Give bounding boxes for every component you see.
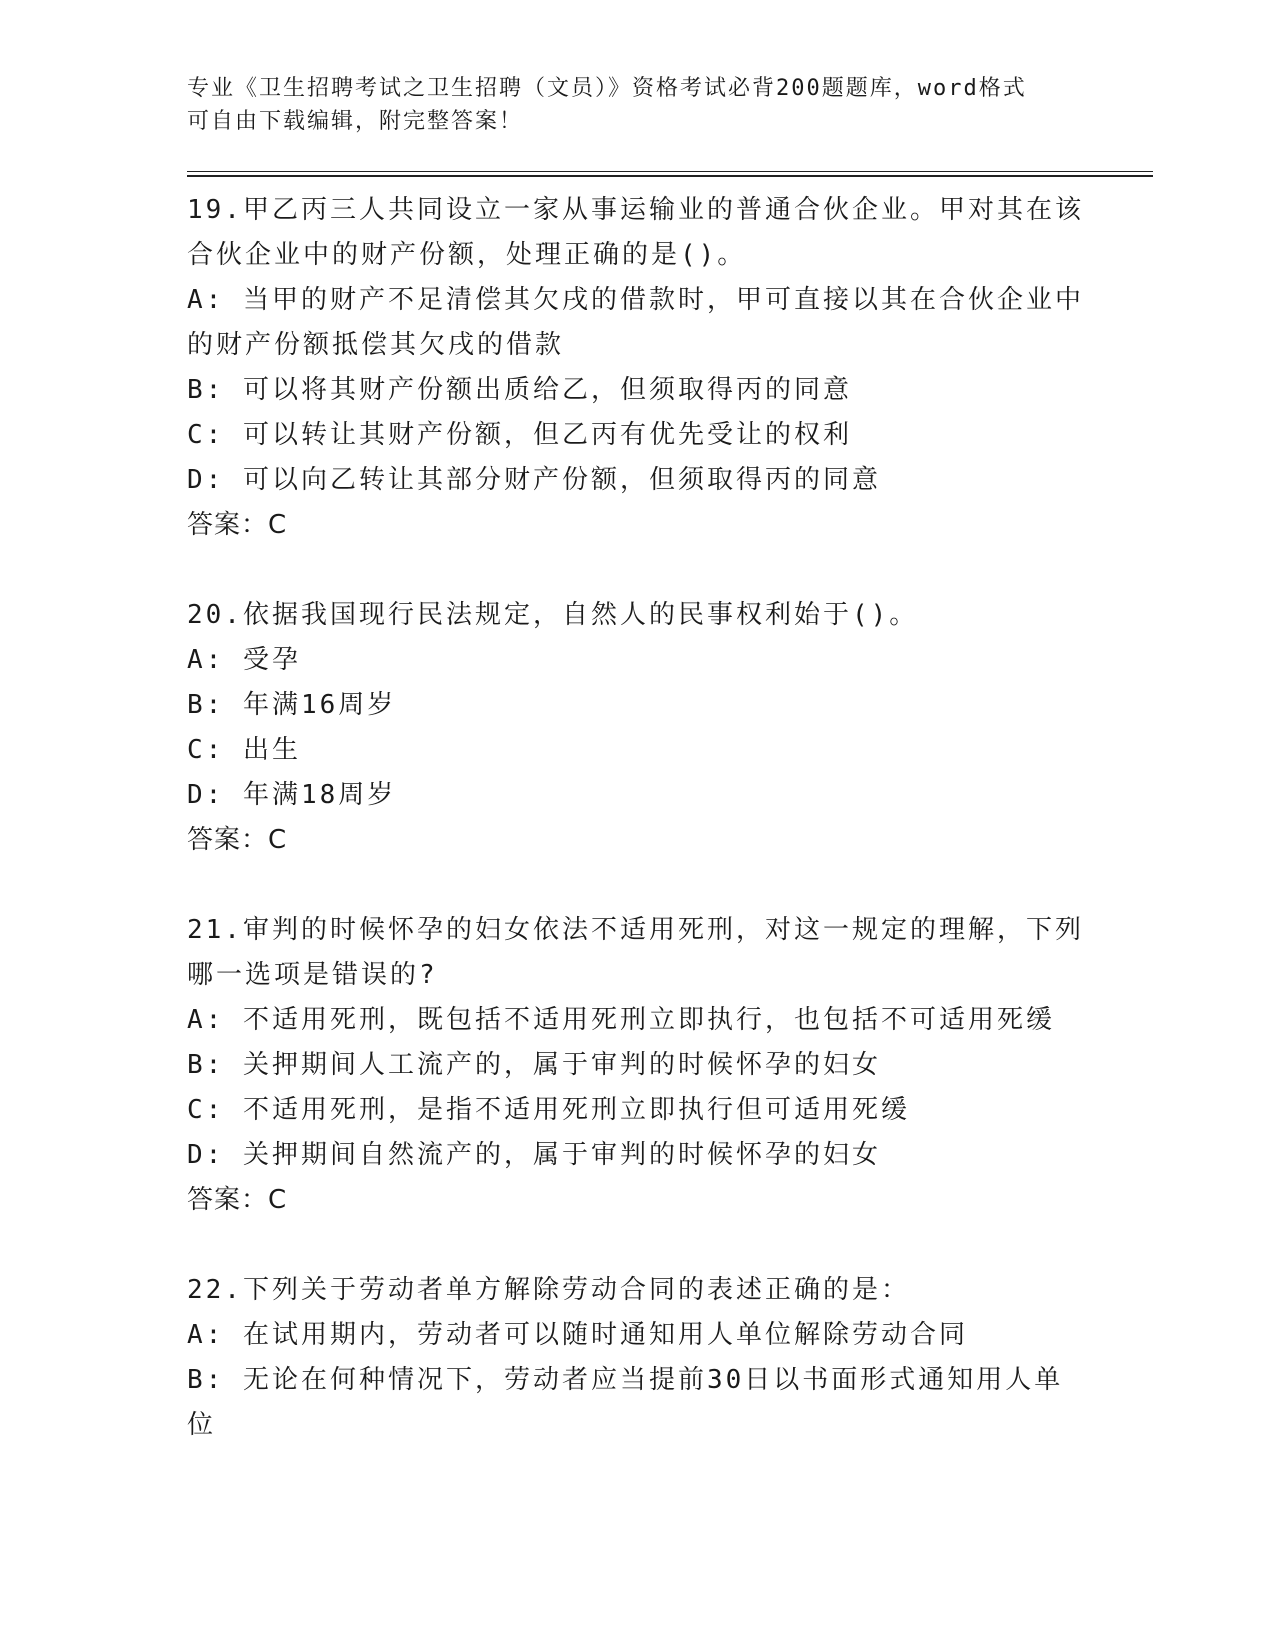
question-gap <box>187 548 1087 593</box>
question-stem-line: 22.下列关于劳动者单方解除劳动合同的表述正确的是： <box>187 1275 910 1305</box>
option-line: A: 不适用死刑，既包括不适用死刑立即执行，也包括不可适用死缓 <box>187 1005 1055 1035</box>
question-stem-line: 合伙企业中的财产份额，处理正确的是()。 <box>187 240 747 270</box>
header-line-1: 专业《卫生招聘考试之卫生招聘（文员）》资格考试必背200题题库，word格式 <box>187 76 1027 101</box>
option-line: C: 不适用死刑，是指不适用死刑立即执行但可适用死缓 <box>187 1095 910 1125</box>
header-rule-thick <box>187 175 1153 177</box>
header-line-2: 可自由下载编辑，附完整答案！ <box>187 109 524 134</box>
option-line: D: 可以向乙转让其部分财产份额，但须取得丙的同意 <box>187 465 881 495</box>
question-block <box>187 188 1087 593</box>
option-line: D: 关押期间自然流产的，属于审判的时候怀孕的妇女 <box>187 1140 881 1170</box>
question-list <box>187 188 1087 1448</box>
option-line: A: 在试用期内，劳动者可以随时通知用人单位解除劳动合同 <box>187 1320 968 1350</box>
question-block <box>187 908 1087 1268</box>
option-line: B: 关押期间人工流产的，属于审判的时候怀孕的妇女 <box>187 1050 881 1080</box>
answer-line: 答案：C <box>187 510 288 540</box>
question-gap <box>187 1223 1087 1268</box>
option-line: B: 无论在何种情况下，劳动者应当提前30日以书面形式通知用人单 <box>187 1365 1064 1395</box>
option-line: A: 受孕 <box>187 645 301 675</box>
option-line: C: 可以转让其财产份额，但乙丙有优先受让的权利 <box>187 420 852 450</box>
document-header <box>187 72 1087 138</box>
question-stem-line: 19.甲乙丙三人共同设立一家从事运输业的普通合伙企业。甲对其在该 <box>187 195 1084 225</box>
question-block <box>187 1268 1087 1448</box>
question-gap <box>187 863 1087 908</box>
question-stem-line: 21.审判的时候怀孕的妇女依法不适用死刑，对这一规定的理解，下列 <box>187 915 1084 945</box>
question-stem-line: 20.依据我国现行民法规定，自然人的民事权利始于()。 <box>187 600 919 630</box>
question-block <box>187 593 1087 908</box>
option-line: 的财产份额抵偿其欠戌的借款 <box>187 330 565 360</box>
question-stem-line: 哪一选项是错误的? <box>187 960 438 990</box>
option-line: B: 可以将其财产份额出质给乙，但须取得丙的同意 <box>187 375 852 405</box>
option-line: 位 <box>187 1410 217 1440</box>
option-line: A: 当甲的财产不足清偿其欠戌的借款时，甲可直接以其在合伙企业中 <box>187 285 1084 315</box>
option-line: C: 出生 <box>187 735 301 765</box>
option-line: B: 年满16周岁 <box>187 690 397 720</box>
option-line: D: 年满18周岁 <box>187 780 397 810</box>
answer-line: 答案：C <box>187 1185 288 1215</box>
header-rule-thin <box>187 171 1153 172</box>
answer-line: 答案：C <box>187 825 288 855</box>
